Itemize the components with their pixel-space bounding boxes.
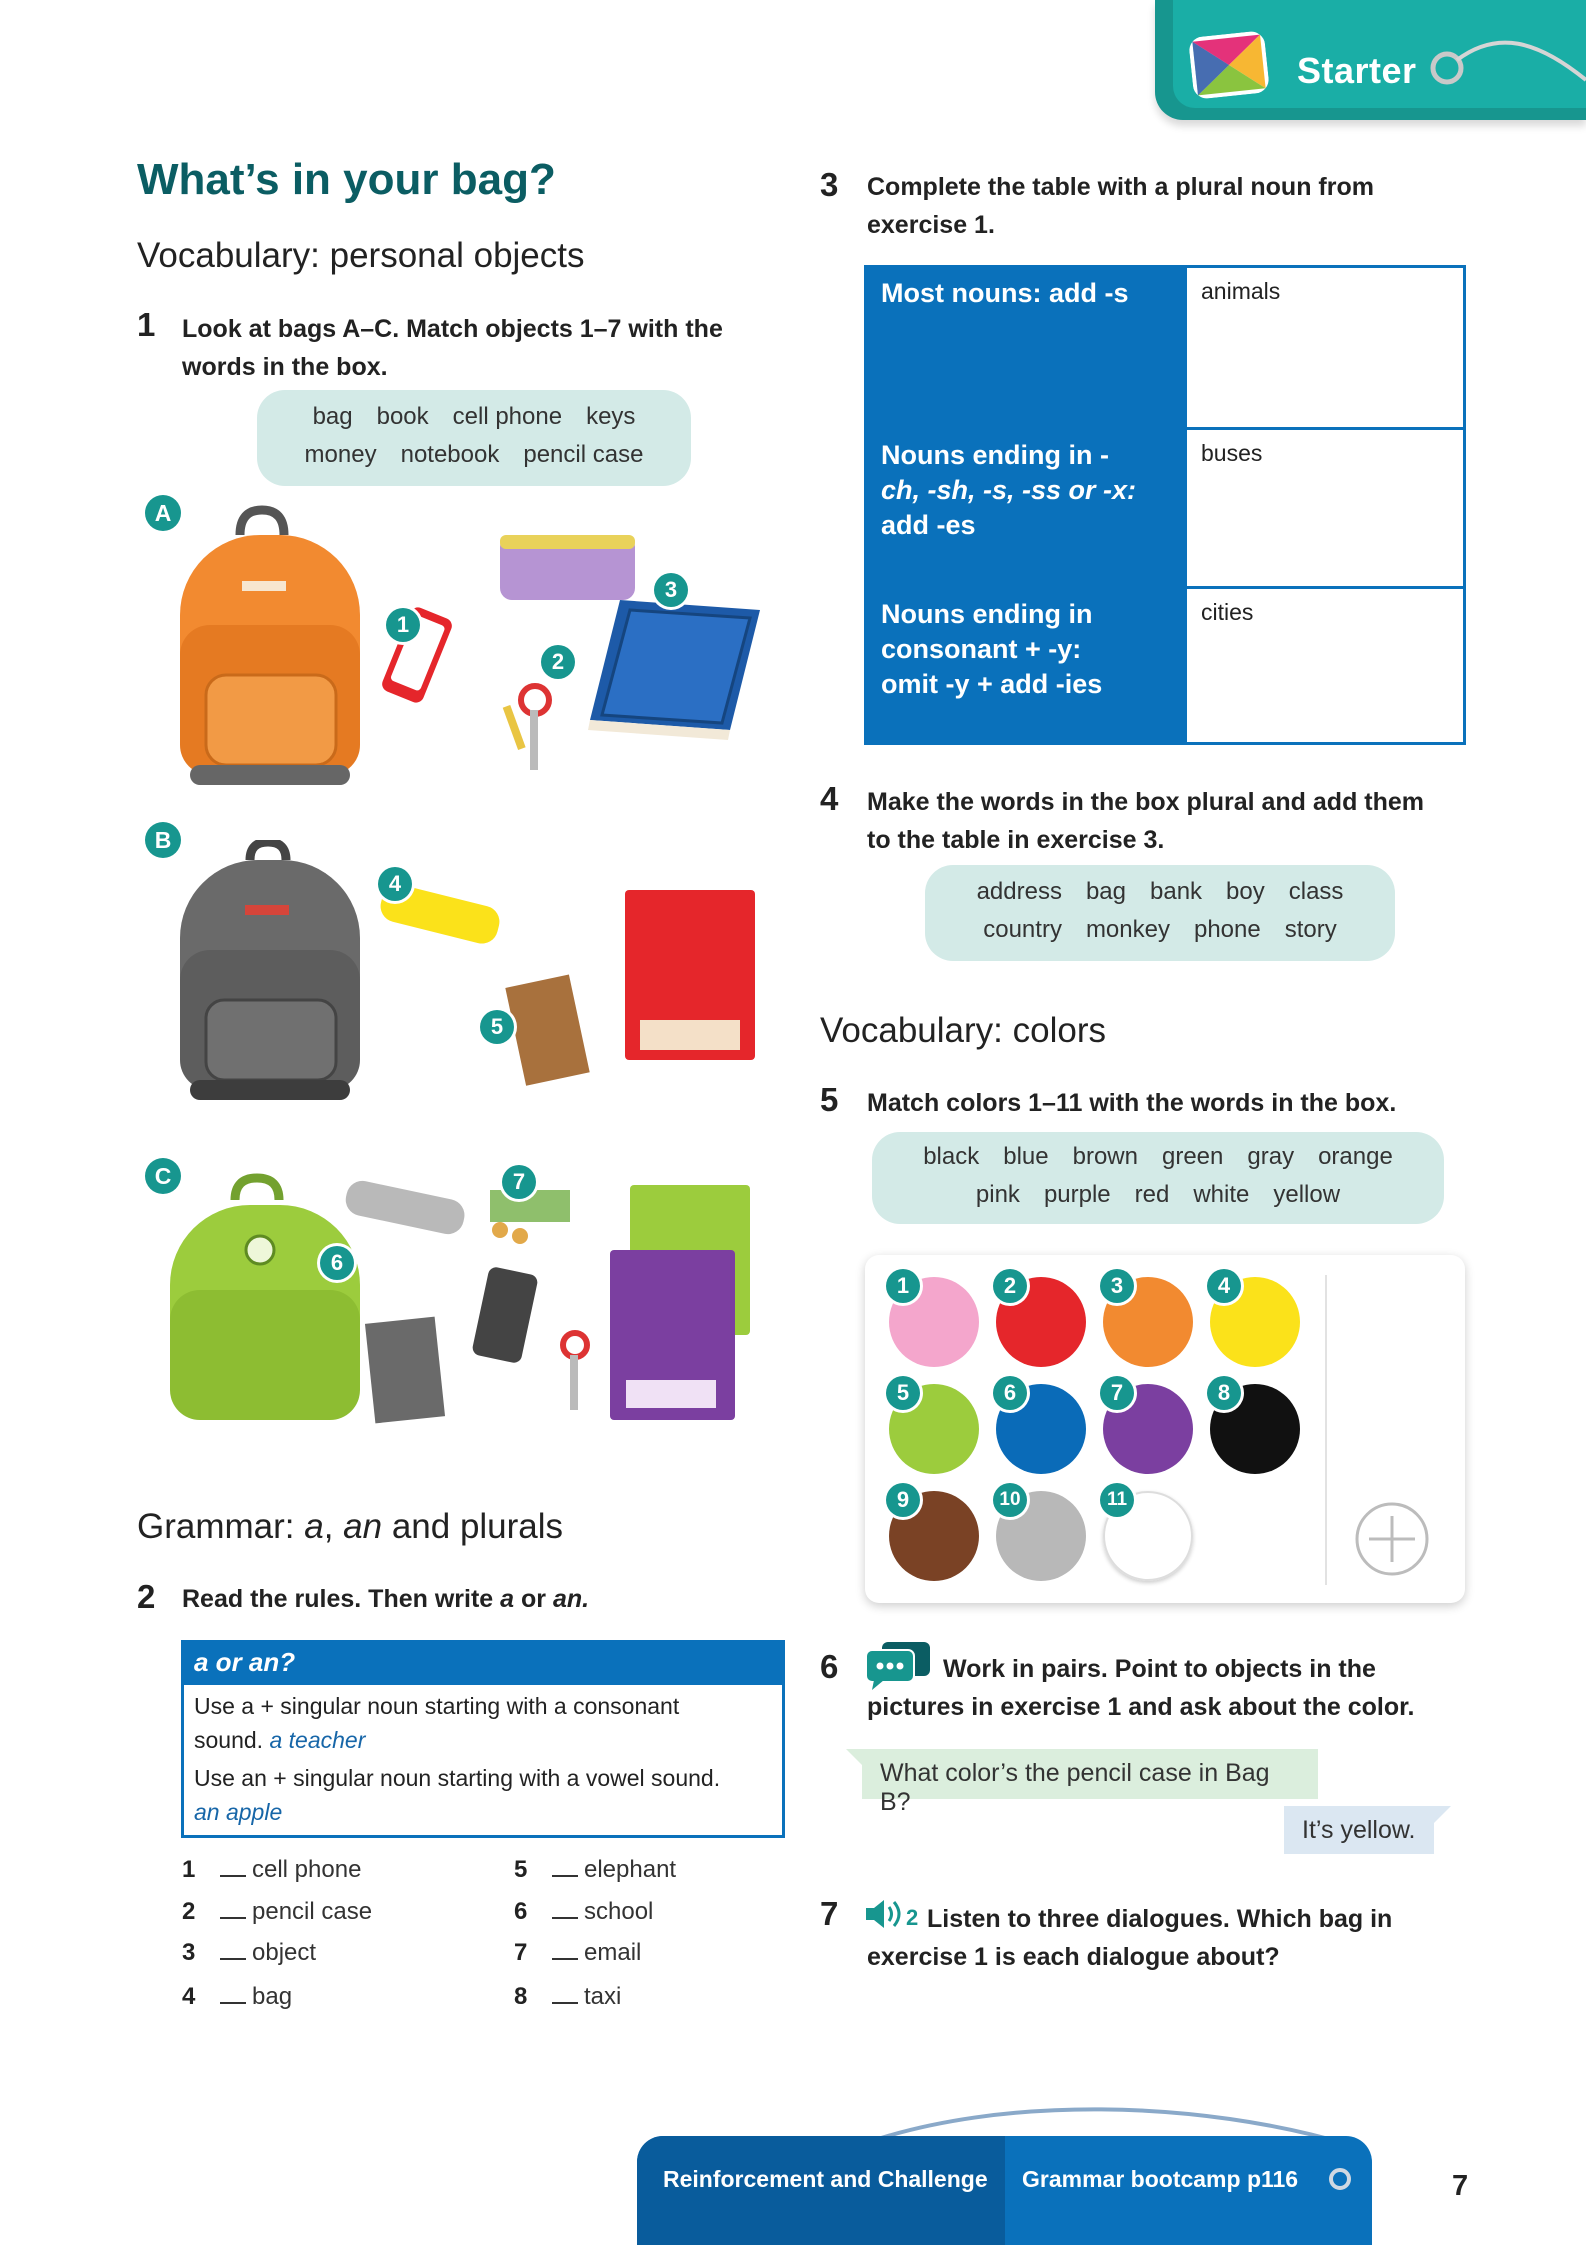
swatch-number: 10 <box>993 1483 1027 1517</box>
ex5-instructions: Match colors 1–11 with the words in the box. <box>867 1089 1397 1117</box>
swatch-number: 11 <box>1100 1483 1134 1517</box>
string-tag-icon <box>1427 20 1586 120</box>
swatch-number: 1 <box>886 1269 920 1303</box>
ex6-instructions: Work in pairs. Point to objects in the pictures in exercise 1 and ask about the color. <box>867 1655 1415 1721</box>
word-item: keys <box>586 403 636 430</box>
ex2-instructions: Read the rules. Then write a or an. <box>182 1585 590 1613</box>
ex1-number: 1 <box>137 306 156 343</box>
ex4-word-box <box>925 865 1395 961</box>
word-item: blue <box>1003 1143 1049 1170</box>
word-item: boy <box>1226 878 1265 905</box>
word-item: red <box>1134 1181 1170 1208</box>
object-number-5: 5 <box>480 1010 514 1044</box>
object-number-1: 1 <box>386 608 420 642</box>
answer-blank[interactable] <box>220 1861 246 1877</box>
word-item: bank <box>1150 878 1203 905</box>
a-an-rule-box <box>181 1640 785 1838</box>
bag-a-illustration <box>170 505 770 790</box>
ex1-instructions: Look at bags A–C. Match objects 1–7 with the words in the box. <box>182 315 723 381</box>
ex2-item: 8 taxi <box>514 1983 622 2010</box>
word-item: orange <box>1318 1143 1393 1170</box>
color-swatch-panel <box>865 1255 1465 1603</box>
ex3-instructions: Complete the table with a plural noun from exercise 1. <box>867 173 1374 239</box>
grammar-heading: Grammar: a, an and plurals <box>137 1507 564 1546</box>
example-cell: cities <box>1201 599 1254 625</box>
word-item: story <box>1284 916 1337 943</box>
footer-link-reinforcement[interactable]: Reinforcement and Challenge <box>663 2166 988 2192</box>
rule-box-title: a or an? <box>184 1643 782 1685</box>
footer-bar <box>637 2136 1372 2245</box>
object-number-3: 3 <box>654 573 688 607</box>
word-item: monkey <box>1085 916 1170 943</box>
answer-blank[interactable] <box>552 1861 578 1877</box>
bag-c-illustration <box>160 1170 760 1435</box>
ex7-number: 7 <box>820 1895 839 1932</box>
word-item: yellow <box>1273 1181 1341 1208</box>
bag-b-illustration <box>170 840 770 1100</box>
answer-blank[interactable] <box>552 1988 578 2004</box>
panel-divider <box>1325 1275 1327 1585</box>
swatch-number: 4 <box>1207 1269 1241 1303</box>
word-item: phone <box>1193 916 1261 943</box>
footer-link-grammar-bootcamp[interactable]: Grammar bootcamp p116 <box>1022 2166 1299 2192</box>
ex2-number: 2 <box>137 1578 156 1615</box>
bag-letter-c: C <box>145 1158 181 1194</box>
table-row <box>867 427 1463 586</box>
swatch-number: 5 <box>886 1376 920 1410</box>
answer-blank[interactable] <box>220 1988 246 2004</box>
bag-letter-b: B <box>145 822 181 858</box>
rule-cell: Most nouns: add -s <box>867 268 1187 427</box>
ex2-item: 5 elephant <box>514 1856 677 1883</box>
object-number-6: 6 <box>320 1246 354 1280</box>
bubble-tail <box>846 1749 864 1767</box>
rule-2-example: an apple <box>194 1799 283 1825</box>
word-item: notebook <box>400 441 500 468</box>
ex2-item: 2 pencil case <box>182 1898 373 1925</box>
word-item: white <box>1193 1181 1250 1208</box>
table-row <box>867 586 1463 742</box>
word-item: address <box>976 878 1062 905</box>
vocab-colors-heading: Vocabulary: colors <box>820 1011 1106 1050</box>
answer-blank[interactable] <box>220 1903 246 1919</box>
page-number: 7 <box>1452 2170 1469 2202</box>
example-cell: buses <box>1201 440 1263 466</box>
swatch-number: 6 <box>993 1376 1027 1410</box>
rule-2: Use an + singular noun starting with a vowel sound. an apple <box>194 1761 772 1829</box>
word-item: money <box>304 441 377 468</box>
object-number-2: 2 <box>541 645 575 679</box>
speech-answer: It’s yellow. <box>1284 1806 1434 1854</box>
swatch-number: 9 <box>886 1483 920 1517</box>
answer-blank[interactable] <box>552 1903 578 1919</box>
object-number-4: 4 <box>378 867 412 901</box>
ex4-number: 4 <box>820 780 839 817</box>
ex2-item: 4 bag <box>182 1983 293 2010</box>
swatch-number: 7 <box>1100 1376 1134 1410</box>
starter-logo-icon <box>1188 30 1270 100</box>
word-item: bag <box>1085 878 1126 905</box>
swatch-number: 8 <box>1207 1376 1241 1410</box>
swatch-number: 3 <box>1100 1269 1134 1303</box>
word-item: green <box>1161 1143 1224 1170</box>
ex4-instructions: Make the words in the box plural and add them to the table in exercise 3. <box>867 788 1425 854</box>
rule-cell: Nouns ending in - ch, -sh, -s, -ss or -x: add -es <box>867 430 1187 586</box>
speech-question: What color’s the pencil case in Bag B? <box>862 1749 1318 1799</box>
word-item: pink <box>975 1181 1020 1208</box>
ex2-item: 3 object <box>182 1939 317 1966</box>
word-item: gray <box>1247 1143 1295 1170</box>
word-item: country <box>983 916 1062 943</box>
page-title: What’s in your bag? <box>137 155 556 204</box>
rule-1: Use a + singular noun starting with a consonant sound. a teacher <box>194 1693 680 1753</box>
table-row <box>867 268 1463 427</box>
ex2-item: 6 school <box>514 1898 654 1925</box>
word-item: cell phone <box>452 403 563 430</box>
example-cell: animals <box>1201 278 1281 304</box>
word-item: class <box>1288 878 1344 905</box>
ex2-item: 1 cell phone <box>182 1856 362 1883</box>
vocab-personal-heading: Vocabulary: personal objects <box>137 236 585 275</box>
ex2-item: 7 email <box>514 1939 642 1966</box>
bag-letter-a: A <box>145 495 181 531</box>
starter-tab <box>1155 0 1586 120</box>
word-item: brown <box>1072 1143 1138 1170</box>
word-item: black <box>923 1143 980 1170</box>
answer-blank[interactable] <box>220 1944 246 1960</box>
ex5-number: 5 <box>820 1081 839 1118</box>
ex6-number: 6 <box>820 1648 839 1685</box>
word-item: bag <box>312 403 353 430</box>
ex3-number: 3 <box>820 166 839 203</box>
add-icon[interactable] <box>1353 1500 1431 1578</box>
footer-ring-icon <box>1327 2166 1353 2192</box>
word-item: purple <box>1043 1181 1111 1208</box>
audio-track-number: 2 <box>906 1905 919 1930</box>
ex1-word-box <box>257 390 691 486</box>
ex7-instructions: Listen to three dialogues. Which bag in exercise 1 is each dialogue about? <box>867 1905 1393 1971</box>
ex5-word-box <box>872 1132 1444 1224</box>
answer-blank[interactable] <box>552 1944 578 1960</box>
swatch-number: 2 <box>993 1269 1027 1303</box>
object-number-7: 7 <box>502 1165 536 1199</box>
bubble-tail <box>1433 1806 1451 1824</box>
plural-rules-table <box>864 265 1466 745</box>
word-item: book <box>376 403 429 430</box>
rule-cell: Nouns ending in consonant + -y: omit -y + add -ies <box>867 589 1187 742</box>
rule-1-example: a teacher <box>269 1727 366 1753</box>
word-item: pencil case <box>523 441 644 468</box>
starter-label: Starter <box>1297 50 1417 91</box>
